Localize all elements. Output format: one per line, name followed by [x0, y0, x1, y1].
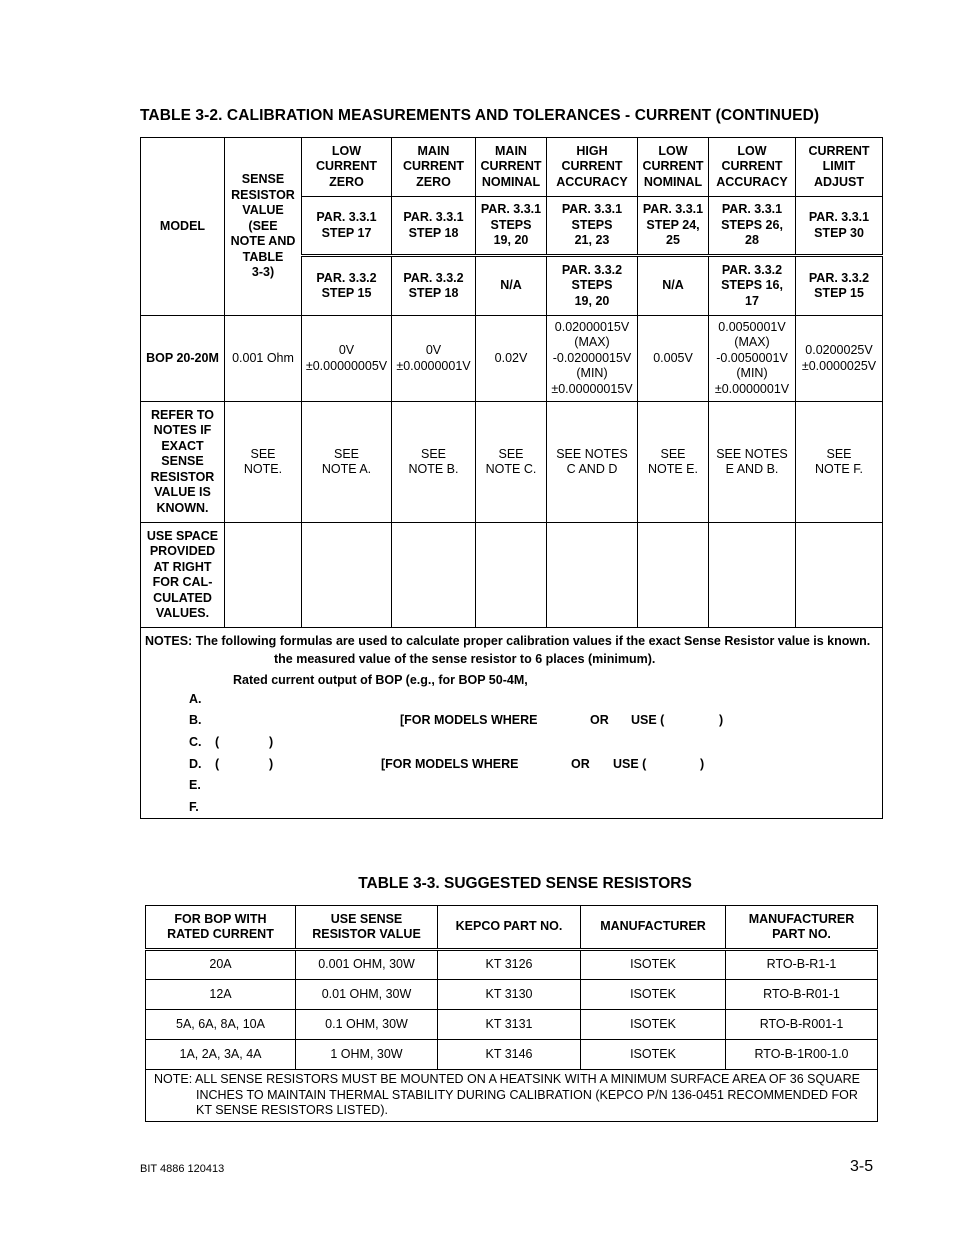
- table-cell: RTO-B-R001-1: [726, 1010, 878, 1040]
- par-cell: PAR. 3.3.1 STEPS 21, 23: [547, 197, 638, 256]
- note-d-label: D.: [189, 757, 202, 771]
- bop-value-cell: 0.02V: [476, 316, 547, 402]
- table-cell: 20A: [146, 950, 296, 980]
- table-cell: RTO-B-R01-1: [726, 980, 878, 1010]
- table-cell: 5A, 6A, 8A, 10A: [146, 1010, 296, 1040]
- note-d-text: [FOR MODELS WHERE: [381, 757, 519, 771]
- empty-calc-cell: [796, 523, 883, 628]
- table-cell: KT 3146: [438, 1040, 581, 1070]
- note-e-label: E.: [189, 778, 201, 792]
- par-cell: PAR. 3.3.1 STEP 17: [302, 197, 392, 256]
- table-cell: KT 3131: [438, 1010, 581, 1040]
- table-note-line-1: NOTE: ALL SENSE RESISTORS MUST BE MOUNTED ON A HEATSINK WITH A MINIMUM SURFACE AREA OF 36 SQUARE: [154, 1072, 860, 1086]
- par-cell: PAR. 3.3.1 STEP 30: [796, 197, 883, 256]
- par-cell: PAR. 3.3.1 STEPS 26, 28: [709, 197, 796, 256]
- note-c-close: ): [269, 735, 274, 749]
- par-cell: PAR. 3.3.2 STEP 18: [392, 256, 476, 316]
- table-cell: ISOTEK: [581, 980, 726, 1010]
- sense-resistor-header: SENSE RESISTOR VALUE (SEE NOTE AND TABLE 3-3): [225, 138, 302, 316]
- par-cell: PAR. 3.3.2 STEP 15: [302, 256, 392, 316]
- calibration-table: [140, 137, 883, 819]
- refer-notes-label: REFER TO NOTES IF EXACT SENSE RESISTOR VALUE IS KNOWN.: [141, 402, 225, 523]
- use-space-label: USE SPACE PROVIDED AT RIGHT FOR CAL- CULATED VALUES.: [141, 523, 225, 628]
- note-a-label: A.: [189, 692, 202, 706]
- table-cell: 0.01 OHM, 30W: [296, 980, 438, 1010]
- model-header: MODEL: [141, 138, 225, 316]
- table-note: [146, 1070, 878, 1122]
- par-cell: PAR. 3.3.2 STEP 15: [796, 256, 883, 316]
- note-b-close: ): [719, 713, 724, 727]
- refer-cell: SEE NOTES C AND D: [547, 402, 638, 523]
- header-manufacturer-part: MANUFACTURER PART NO.: [726, 906, 878, 950]
- note-c-open: (: [215, 735, 220, 749]
- note-b-or: OR: [590, 713, 609, 727]
- par-cell: PAR. 3.3.1 STEPS 19, 20: [476, 197, 547, 256]
- bop-value-cell: 0.005V: [638, 316, 709, 402]
- bop-model-cell: BOP 20-20M: [141, 316, 225, 402]
- empty-calc-cell: [302, 523, 392, 628]
- empty-calc-cell: [476, 523, 547, 628]
- header-low-current-nominal: LOW CURRENT NOMINAL: [638, 138, 709, 197]
- bop-value-cell: 0V ±0.00000005V: [302, 316, 392, 402]
- table-cell: RTO-B-1R00-1.0: [726, 1040, 878, 1070]
- par-cell: PAR. 3.3.1 STEP 24, 25: [638, 197, 709, 256]
- header-resistor-value: USE SENSE RESISTOR VALUE: [296, 906, 438, 950]
- header-main-current-zero: MAIN CURRENT ZERO: [392, 138, 476, 197]
- header-low-current-zero: LOW CURRENT ZERO: [302, 138, 392, 197]
- note-d-close2: ): [700, 757, 705, 771]
- par-cell: PAR. 3.3.2 STEPS 16, 17: [709, 256, 796, 316]
- bop-value-cell: 0.0050001V (MAX) -0.0050001V (MIN) ±0.0000001V: [709, 316, 796, 402]
- table-cell: 0.001 OHM, 30W: [296, 950, 438, 980]
- note-d-or: OR: [571, 757, 590, 771]
- refer-sense-cell: SEE NOTE.: [225, 402, 302, 523]
- bop-sense-cell: 0.001 Ohm: [225, 316, 302, 402]
- note-b-text: [FOR MODELS WHERE: [400, 713, 538, 727]
- sense-resistors-table: [145, 905, 878, 1122]
- table-note-line-3: KT SENSE RESISTORS LISTED).: [196, 1103, 388, 1117]
- table-cell: ISOTEK: [581, 1010, 726, 1040]
- note-d-use: USE (: [613, 757, 647, 771]
- table-cell: 1 OHM, 30W: [296, 1040, 438, 1070]
- refer-cell: SEE NOTES E AND B.: [709, 402, 796, 523]
- notes-block: [141, 628, 883, 819]
- empty-calc-cell: [638, 523, 709, 628]
- table-note-line-2: INCHES TO MAINTAIN THERMAL STABILITY DURING CALIBRATION (KEPCO P/N 136-0451 RECOMMENDED FOR: [196, 1087, 858, 1102]
- note-c-label: C.: [189, 735, 202, 749]
- header-main-current-nominal: MAIN CURRENT NOMINAL: [476, 138, 547, 197]
- notes-line-3: Rated current output of BOP (e.g., for BOP 50-4M,: [233, 673, 528, 687]
- table-3-2-title: TABLE 3-2. CALIBRATION MEASUREMENTS AND TOLERANCES - CURRENT (CONTINUED): [140, 107, 820, 124]
- table-cell: ISOTEK: [581, 1040, 726, 1070]
- notes-line-2: the measured value of the sense resistor to 6 places (minimum).: [274, 652, 656, 666]
- refer-cell: SEE NOTE C.: [476, 402, 547, 523]
- refer-cell: SEE NOTE A.: [302, 402, 392, 523]
- par-cell: N/A: [476, 256, 547, 316]
- header-manufacturer: MANUFACTURER: [581, 906, 726, 950]
- table-cell: KT 3126: [438, 950, 581, 980]
- bop-value-cell: 0.02000015V (MAX) -0.02000015V (MIN) ±0.00000015V: [547, 316, 638, 402]
- page-number: 3-5: [850, 1158, 874, 1175]
- refer-cell: SEE NOTE E.: [638, 402, 709, 523]
- header-rated-current: FOR BOP WITH RATED CURRENT: [146, 906, 296, 950]
- note-f-label: F.: [189, 800, 199, 814]
- note-b-label: B.: [189, 713, 202, 727]
- note-d-close: ): [269, 757, 274, 771]
- empty-calc-cell: [547, 523, 638, 628]
- notes-line-1: NOTES: The following formulas are used to calculate proper calibration values if the exact Sense Resistor value is known.: [145, 634, 871, 648]
- table-cell: ISOTEK: [581, 950, 726, 980]
- refer-cell: SEE NOTE F.: [796, 402, 883, 523]
- bop-value-cell: 0.0200025V ±0.0000025V: [796, 316, 883, 402]
- document-code: BIT 4886 120413: [140, 1163, 225, 1175]
- empty-calc-cell: [709, 523, 796, 628]
- empty-calc-cell: [392, 523, 476, 628]
- refer-cell: SEE NOTE B.: [392, 402, 476, 523]
- header-low-current-accuracy: LOW CURRENT ACCURACY: [709, 138, 796, 197]
- table-cell: 12A: [146, 980, 296, 1010]
- table-cell: 0.1 OHM, 30W: [296, 1010, 438, 1040]
- table-3-3-title: TABLE 3-3. SUGGESTED SENSE RESISTORS: [358, 875, 692, 892]
- header-kepco-part: KEPCO PART NO.: [438, 906, 581, 950]
- header-current-limit-adjust: CURRENT LIMIT ADJUST: [796, 138, 883, 197]
- table-cell: KT 3130: [438, 980, 581, 1010]
- bop-value-cell: 0V ±0.0000001V: [392, 316, 476, 402]
- par-cell: PAR. 3.3.1 STEP 18: [392, 197, 476, 256]
- table-cell: RTO-B-R1-1: [726, 950, 878, 980]
- empty-calc-cell: [225, 523, 302, 628]
- par-cell: N/A: [638, 256, 709, 316]
- header-high-current-accuracy: HIGH CURRENT ACCURACY: [547, 138, 638, 197]
- note-d-open: (: [215, 757, 220, 771]
- par-cell: PAR. 3.3.2 STEPS 19, 20: [547, 256, 638, 316]
- table-cell: 1A, 2A, 3A, 4A: [146, 1040, 296, 1070]
- note-b-use: USE (: [631, 713, 665, 727]
